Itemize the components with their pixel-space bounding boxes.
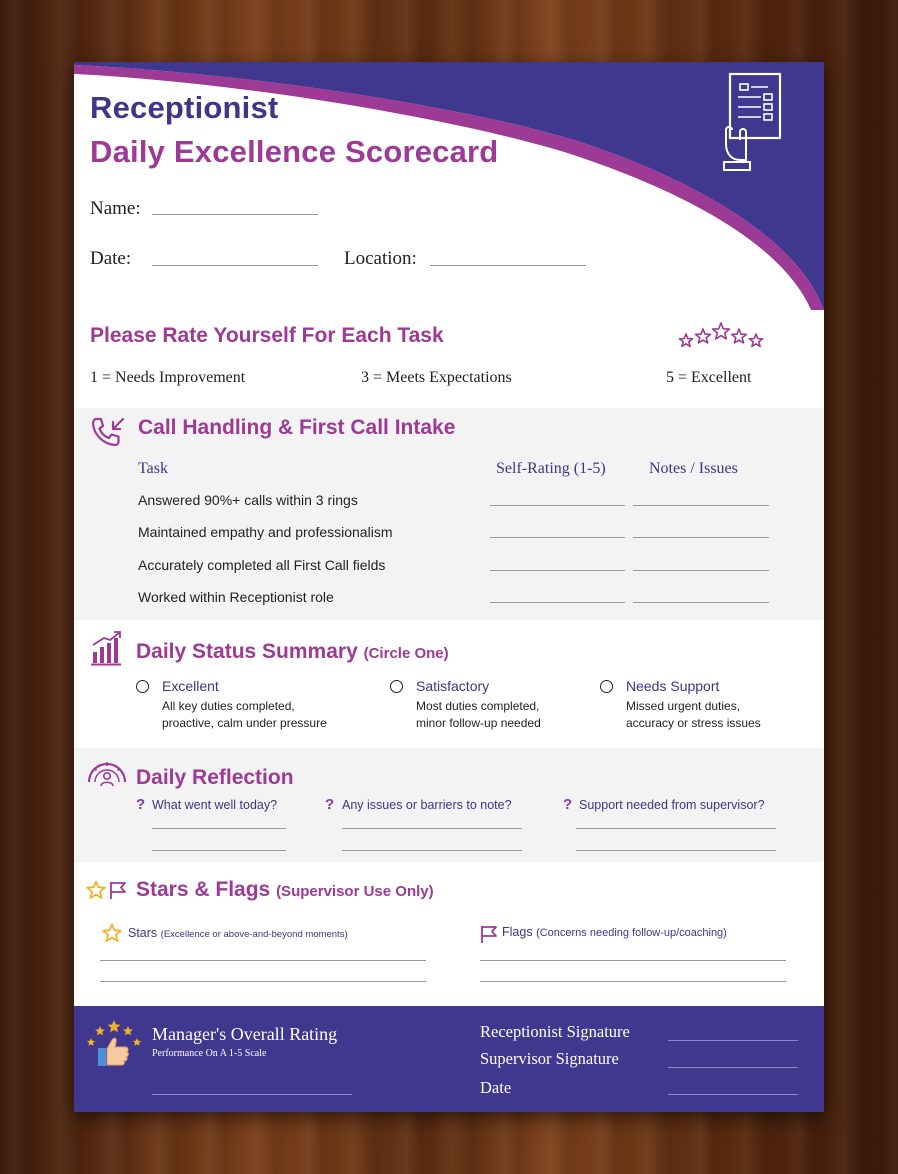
- flags-entry-line[interactable]: [480, 981, 786, 982]
- status-option-desc: Most duties completed, minor follow-up needed: [416, 699, 541, 730]
- manager-rating-title: Manager's Overall Rating: [152, 1024, 338, 1044]
- status-option-radio[interactable]: [390, 680, 403, 693]
- stars-entry-line[interactable]: [100, 981, 426, 982]
- date-field[interactable]: [152, 265, 318, 266]
- scorecard-sheet: [74, 62, 824, 1112]
- column-self-rating: Self-Rating (1-5): [496, 460, 606, 477]
- notes-field[interactable]: [633, 537, 769, 538]
- reflection-answer-line[interactable]: [576, 850, 776, 851]
- task-row: Accurately completed all First Call fields: [138, 557, 386, 573]
- notes-field[interactable]: [633, 570, 769, 571]
- rating-title: Please Rate Yourself For Each Task: [90, 324, 444, 347]
- reflection-answer-line[interactable]: [342, 850, 522, 851]
- column-task: Task: [138, 460, 168, 477]
- status-option-label: Satisfactory: [416, 678, 490, 694]
- title-receptionist: Receptionist: [90, 90, 279, 125]
- date-label: Date:: [90, 248, 132, 269]
- location-label: Location:: [344, 248, 417, 269]
- self-rating-field[interactable]: [490, 537, 625, 538]
- question-mark-icon: ?: [325, 796, 335, 813]
- notes-field[interactable]: [633, 505, 769, 506]
- bar-chart-icon: [90, 630, 122, 671]
- manager-rating-field[interactable]: [152, 1094, 352, 1095]
- reflection-question: Any issues or barriers to note?: [342, 798, 512, 812]
- supervisor-signature-field[interactable]: [668, 1067, 798, 1068]
- reflection-answer-line[interactable]: [342, 828, 522, 829]
- title-scorecard: Daily Excellence Scorecard: [90, 134, 499, 169]
- footer-date-field[interactable]: [668, 1094, 798, 1095]
- self-rating-field[interactable]: [490, 602, 625, 603]
- flags-entry-line[interactable]: [480, 960, 786, 961]
- star-icon: [86, 880, 106, 905]
- task-row: Maintained empathy and professionalism: [138, 524, 393, 540]
- star-icon: [102, 923, 122, 948]
- scale-excellent: 5 = Excellent: [666, 369, 752, 386]
- footer: [74, 1006, 824, 1112]
- notes-field[interactable]: [633, 602, 769, 603]
- task-row: Worked within Receptionist role: [138, 589, 334, 605]
- reflection-answer-line[interactable]: [576, 828, 776, 829]
- task-row: Answered 90%+ calls within 3 rings: [138, 492, 358, 508]
- question-mark-icon: ?: [136, 796, 146, 813]
- self-rating-field[interactable]: [490, 505, 625, 506]
- gauge-icon: [86, 756, 128, 793]
- status-option-desc: All key duties completed, proactive, calm under pressure: [162, 699, 327, 730]
- manager-rating-subtitle: Performance On A 1-5 Scale: [152, 1048, 267, 1059]
- reflection-question: What went well today?: [152, 798, 278, 812]
- reflection-title: Daily Reflection: [136, 766, 294, 789]
- receptionist-signature-label: Receptionist Signature: [480, 1022, 630, 1041]
- status-option-label: Needs Support: [626, 678, 720, 694]
- stars-label: Stars (Excellence or above-and-beyond moments): [128, 926, 348, 940]
- status-option-radio[interactable]: [136, 680, 149, 693]
- phone-call-icon: [90, 416, 126, 453]
- scale-needs-improvement: 1 = Needs Improvement: [90, 369, 246, 386]
- self-rating-field[interactable]: [490, 570, 625, 571]
- status-option-desc: Missed urgent duties, accuracy or stress issues: [626, 699, 761, 730]
- thumbs-up-stars-icon: [84, 1018, 144, 1075]
- stars-flags-subtitle: (Supervisor Use Only): [276, 883, 434, 900]
- column-notes: Notes / Issues: [649, 460, 738, 477]
- supervisor-signature-label: Supervisor Signature: [480, 1049, 619, 1068]
- reflection-answer-line[interactable]: [152, 850, 286, 851]
- header: [74, 62, 824, 310]
- name-field[interactable]: [152, 214, 318, 215]
- flag-icon: [479, 924, 499, 949]
- call-handling-title: Call Handling & First Call Intake: [138, 416, 456, 439]
- reflection-question: Support needed from supervisor?: [579, 798, 765, 812]
- stars-entry-line[interactable]: [100, 960, 426, 961]
- flags-label: Flags (Concerns needing follow-up/coaching): [502, 925, 727, 939]
- location-field[interactable]: [430, 265, 586, 266]
- document-checklist-icon: [716, 70, 786, 179]
- status-option-label: Excellent: [162, 678, 219, 694]
- question-mark-icon: ?: [563, 796, 573, 813]
- status-option-radio[interactable]: [600, 680, 613, 693]
- scale-meets-expectations: 3 = Meets Expectations: [361, 369, 512, 386]
- name-label: Name:: [90, 198, 141, 219]
- receptionist-signature-field[interactable]: [668, 1040, 798, 1041]
- stars-flags-title-text: Stars & Flags: [136, 878, 271, 901]
- flag-icon: [108, 880, 128, 905]
- star-rating-icon: [678, 320, 764, 357]
- status-subtitle: (Circle One): [363, 645, 449, 662]
- status-title: [136, 640, 449, 664]
- status-title-text: Daily Status Summary: [136, 640, 358, 663]
- footer-date-label: Date: [480, 1078, 512, 1097]
- stars-flags-title: [136, 878, 434, 902]
- reflection-answer-line[interactable]: [152, 828, 286, 829]
